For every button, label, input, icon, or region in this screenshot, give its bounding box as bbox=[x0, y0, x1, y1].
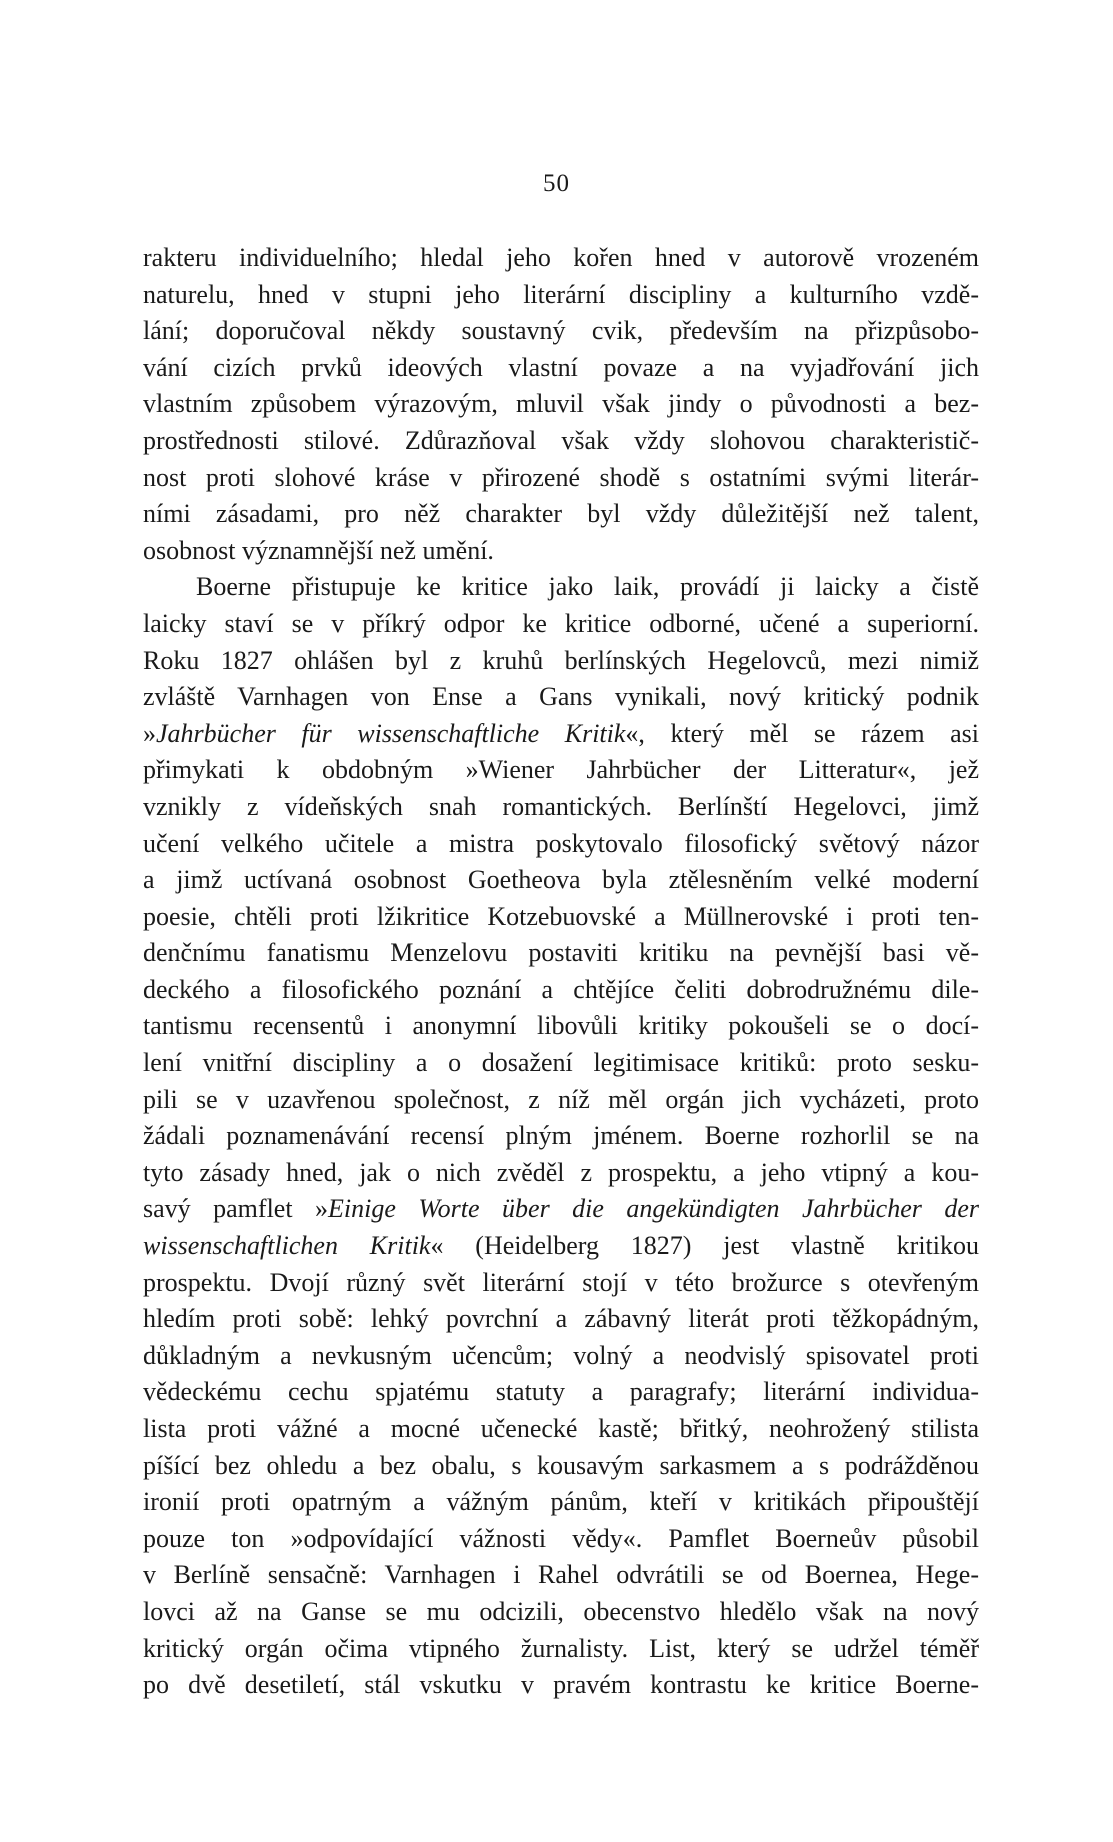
text-line: zvláště Varnhagen von Ense a Gans vynikali, nový kritický podnik bbox=[143, 682, 979, 712]
text-line: nost proti slohové kráse v přirozené shodě s ostatními svými literár- bbox=[143, 462, 979, 492]
text-segment: » bbox=[143, 718, 156, 748]
text-line: rakteru individuelního; hledal jeho kořen hned v autorově vrozeném bbox=[143, 243, 979, 272]
paragraph-2 bbox=[143, 569, 979, 1703]
book-title-italic: Einige Worte über die angekündigten Jahrbücher der bbox=[328, 1194, 979, 1224]
text-line: osobnost významnější než umění. bbox=[143, 535, 494, 565]
text-line: naturelu, hned v stupni jeho literární discipliny a kulturního vzdě- bbox=[143, 279, 979, 309]
text-line: po dvě desetiletí, stál vskutku v pravém kontrastu ke kritice Boerne- bbox=[143, 1670, 979, 1700]
text-line: prostřednosti stilové. Zdůrazňoval však vždy slohovou charakteristič- bbox=[143, 425, 979, 455]
text-line: v Berlíně sensačně: Varnhagen i Rahel odvrátili se od Boernea, Hege- bbox=[143, 1560, 979, 1590]
text-line: kritický orgán očima vtipného žurnalisty. List, který se udržel téměř bbox=[143, 1633, 979, 1663]
text-line: tyto zásady hned, jak o nich zvěděl z prospektu, a jeho vtipný a kou- bbox=[143, 1157, 979, 1187]
text-line bbox=[143, 1228, 979, 1265]
text-line bbox=[143, 716, 979, 753]
text-line: lista proti vážné a mocné učenecké kastě; břitký, neohrožený stilista bbox=[143, 1414, 979, 1443]
text-line: pili se v uzavřenou společnost, z níž měl orgán jich vycházeti, proto bbox=[143, 1084, 979, 1114]
book-title-italic: Jahrbücher für wissenschaftliche Kritik bbox=[156, 718, 626, 748]
text-line: pouze ton »odpovídající vážnosti vědy«. Pamflet Boerneův působil bbox=[143, 1523, 979, 1553]
text-line: lovci až na Ganse se mu odcizili, obecenstvo hledělo však na nový bbox=[143, 1596, 979, 1626]
text-line: tantismu recensentů i anonymní libovůli kritiky pokoušeli se o docí- bbox=[143, 1011, 979, 1041]
text-line: Roku 1827 ohlášen byl z kruhů berlínských Hegelovců, mezi nimiž bbox=[143, 645, 979, 675]
text-line: učení velkého učitele a mistra poskytovalo filosofický světový názor bbox=[143, 828, 979, 858]
page-number: 50 bbox=[543, 170, 570, 197]
text-line: lání; doporučoval někdy soustavný cvik, především na přizpůsobo- bbox=[143, 316, 979, 346]
text-line: ními zásadami, pro něž charakter byl vždy důležitější než talent, bbox=[143, 499, 979, 529]
book-title-italic: wissenschaftlichen Kritik bbox=[143, 1231, 431, 1261]
text-line: přimykati k obdobným »Wiener Jahrbücher der Litteratur«, jež bbox=[143, 755, 979, 785]
text-line: vědeckému cechu spjatému statuty a paragrafy; literární individua- bbox=[143, 1377, 979, 1407]
body-text bbox=[143, 240, 979, 1704]
paragraph-1 bbox=[143, 240, 979, 569]
text-line: laicky staví se v příkrý odpor ke kritice odborné, učené a superiorní. bbox=[143, 608, 979, 638]
text-line: Boerne přistupuje ke kritice jako laik, provádí ji laicky a čistě bbox=[196, 572, 979, 602]
text-line: vlastním způsobem výrazovým, mluvil však jindy o původnosti a bez- bbox=[143, 389, 979, 419]
text-line: důkladným a nevkusným učencům; volný a neodvislý spisovatel proti bbox=[143, 1340, 979, 1370]
text-line: vznikly z vídeňských snah romantických. Berlínští Hegelovci, jimž bbox=[143, 791, 979, 821]
text-line: píšící bez ohledu a bez obalu, s kousavým sarkasmem a s podrážděnou bbox=[143, 1450, 979, 1480]
text-line: vání cizích prvků ideových vlastní povaze a na vyjadřování jich bbox=[143, 352, 979, 382]
text-segment: «, který měl se rázem asi bbox=[625, 718, 979, 748]
text-line: a jimž uctívaná osobnost Goetheova byla ztělesněním velké moderní bbox=[143, 865, 979, 895]
text-line: poesie, chtěli proti lžikritice Kotzebuovské a Müllnerovské i proti ten- bbox=[143, 901, 979, 931]
text-line bbox=[143, 1191, 979, 1228]
text-segment: savý pamflet » bbox=[143, 1194, 329, 1224]
text-segment: « (Heidelberg 1827) jest vlastně kritikou bbox=[430, 1231, 979, 1261]
text-line: denčnímu fanatismu Menzelovu postaviti kritiku na pevnější basi vě- bbox=[143, 938, 979, 968]
text-line: žádali poznamenávání recensí plným jménem. Boerne rozhorlil se na bbox=[143, 1121, 979, 1151]
text-line: ironií proti opatrným a vážným pánům, kteří v kritikách připouštějí bbox=[143, 1487, 979, 1517]
text-line: lení vnitřní discipliny a o dosažení legitimisace kritiků: proto sesku- bbox=[143, 1048, 979, 1078]
text-line: deckého a filosofického poznání a chtějíce čeliti dobrodružnému dile- bbox=[143, 974, 979, 1004]
text-line: hledím proti sobě: lehký povrchní a zábavný literát proti těžkopádným, bbox=[143, 1304, 979, 1334]
text-line: prospektu. Dvojí různý svět literární stojí v této brožurce s otevřeným bbox=[143, 1267, 979, 1297]
